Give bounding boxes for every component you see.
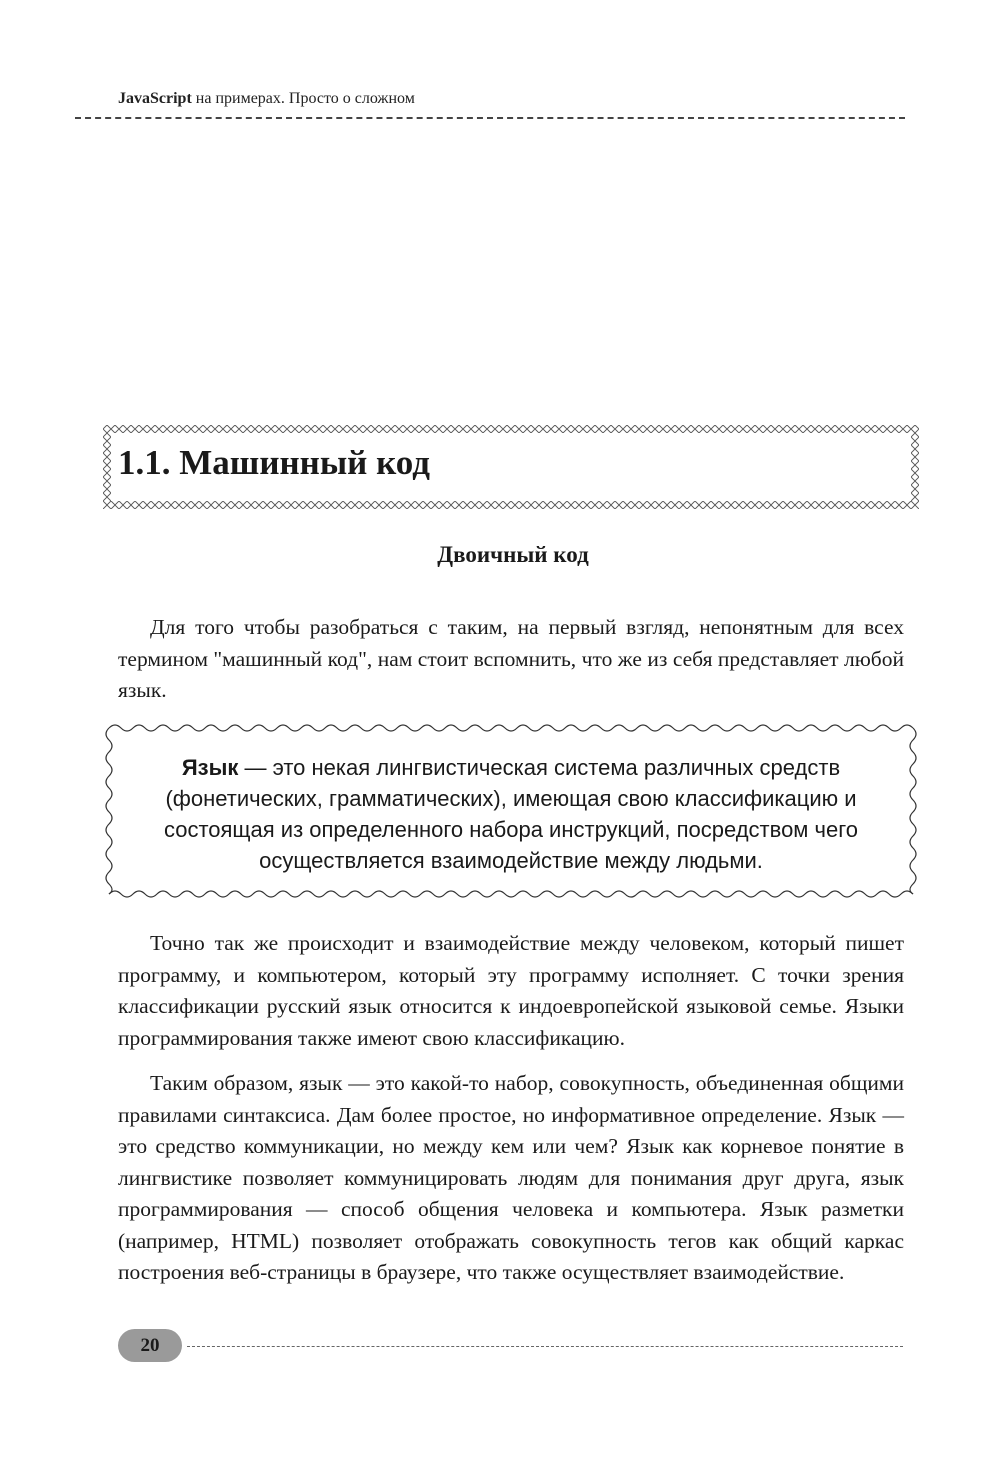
page-number: 20 xyxy=(118,1329,182,1362)
paragraph-2: Точно так же происходит и взаимодействие между человеком, который пишет программу, и компьютером, который эту программу исполняет. С точки зрения классификации русский язык относится к индоевропейской языковой семье. Языки программирования также имеют свою классификацию. xyxy=(118,931,904,1050)
section-title-frame xyxy=(103,425,919,509)
subheading: Двоичный код xyxy=(437,542,589,567)
paragraph-1: Для того чтобы разобраться с таким, на первый взгляд, непонятным для всех термином "машинный код", нам стоит вспомнить, что же из себя представляет любой язык. xyxy=(118,615,904,702)
header-rule xyxy=(75,117,905,119)
book-title: JavaScript xyxy=(118,90,192,107)
definition-body: — это некая лингвистическая система различных средств (фонетических, грамматических), имеющая свою классификацию и состоящая из определенного набора инструкций, посредством чего осуществляется взаимодействие между людьми. xyxy=(163,755,859,873)
definition-box xyxy=(103,718,919,904)
running-header xyxy=(118,90,415,108)
definition-term: Язык xyxy=(181,755,239,780)
book-subtitle: на примерах. Просто о сложном xyxy=(191,90,415,107)
section-title: 1.1. Машинный код xyxy=(118,443,430,482)
paragraph-3: Таким образом, язык — это какой-то набор, совокупность, объединенная общими правилами синтаксиса. Дам более простое, но информативное определение. Язык — это средство коммуникации, но между кем или чем? Язык как корневое понятие в лингвистике позволяет коммуницировать людям для понимания друг друга, язык программирования — способ общения человека и компьютера. Язык разметки (например, HTML) позволяет отображать совокупность тегов как общий каркас построения веб-страницы в браузере, что также осуществляет взаимодействие. xyxy=(118,1071,904,1284)
footer-rule xyxy=(187,1346,903,1347)
definition-text xyxy=(127,752,895,876)
